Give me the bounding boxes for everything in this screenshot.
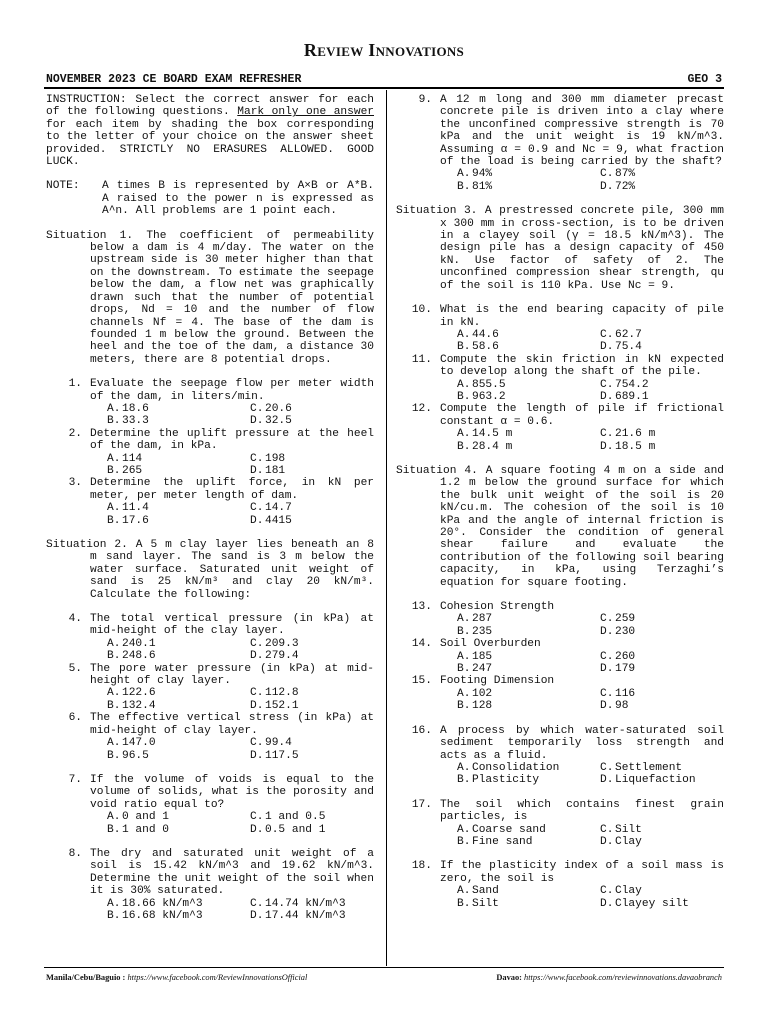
choices-3 xyxy=(46,502,374,527)
choice-a: A. 147.0 xyxy=(107,737,156,750)
choice-a: A. 114 xyxy=(107,452,143,465)
question-stem: Determine the uplift pressure at the heel of the dam, in kPa. xyxy=(90,427,374,453)
right-column xyxy=(396,94,724,910)
choice-b: B. 265 xyxy=(107,464,143,477)
question-number: 8. xyxy=(68,847,82,860)
choice-c: C. 209.3 xyxy=(250,637,299,650)
question-number: 7. xyxy=(68,773,82,786)
choice-c: C. Silt xyxy=(600,823,642,836)
situation-4: Situation 4. A square footing 4 m on a side and 1.2 m below the ground surface for which the bulk unit weight of the soil is 20 kN/cu.m. The cohesion of the soil is 10 kPa and the angle of internal friction is 20°. Consider the condition of general shear failure and evaluate the contribution of the following soil bearing capacity, in kPa, using Terzaghi’s equation for square footing. xyxy=(396,464,724,589)
question-number: 17. xyxy=(411,798,432,811)
choice-b: B. Silt xyxy=(457,897,499,910)
choice-a: A. 240.1 xyxy=(107,637,156,650)
choices-18 xyxy=(396,885,724,910)
choice-a: A. 11.4 xyxy=(107,502,149,515)
choice-b: B. 1 and 0 xyxy=(107,823,169,836)
question-6 xyxy=(46,712,374,737)
choice-d: D. 230 xyxy=(600,625,636,638)
choices-6 xyxy=(46,737,374,762)
question-number: 12. xyxy=(411,403,432,416)
choice-c: C. 1 and 0.5 xyxy=(250,811,326,824)
choices-1 xyxy=(46,403,374,428)
situation-1: Situation 1. The coefficient of permeability below a dam is 4 m/day. The water on the upstream side is 30 meter higher than that on the downstream. To estimate the seepage below the dam, a flow net was graphically drawn such that the number of potential drops, Nd = 10 and the number of flow channels Nf = 4. The base of the dam is founded 1 m below the ground. Between the heel and the toe of the dam, a distance 30 meters, there are 8 potential drops. xyxy=(46,229,374,366)
choice-b: B. 128 xyxy=(457,700,493,713)
choices-12 xyxy=(396,428,724,453)
choices-10 xyxy=(396,329,724,354)
choice-c: C. 99.4 xyxy=(250,737,292,750)
question-1 xyxy=(46,378,374,403)
choice-b: B. 247 xyxy=(457,663,493,676)
choice-a: A. 18.66 kN/m^3 xyxy=(107,897,203,910)
choice-a: A. 94% xyxy=(457,168,493,181)
footer-left-link[interactable]: https://www.facebook.com/ReviewInnovationsOfficial xyxy=(127,973,308,982)
choice-b: B. 235 xyxy=(457,625,493,638)
choices-11 xyxy=(396,379,724,404)
question-13 xyxy=(396,601,724,613)
question-number: 14. xyxy=(411,638,432,651)
document-title: Review Innovations xyxy=(303,40,465,60)
question-17 xyxy=(396,799,724,824)
choice-c: C. 198 xyxy=(250,452,286,465)
question-9 xyxy=(396,94,724,168)
choice-d: D. 179 xyxy=(600,663,636,676)
choice-c: C. 259 xyxy=(600,613,636,626)
choice-d: D. 4415 xyxy=(250,514,292,527)
question-stem: Determine the uplift force, in kN per meter, per meter length of dam. xyxy=(90,477,374,502)
question-number: 9. xyxy=(418,94,432,106)
question-stem: Compute the length of pile if frictional constant α = 0.6. xyxy=(440,403,724,428)
question-stem: If the plasticity index of a soil mass is zero, the soil is xyxy=(440,860,724,885)
choice-a: A. 14.5 m xyxy=(457,428,513,441)
question-stem: The dry and saturated unit weight of a soil is 15.42 kN/m^3 and 19.62 kN/m^3. Determine the unit weight of the soil when it is 30% saturated. xyxy=(90,847,374,898)
choice-d: D. 72% xyxy=(600,180,636,193)
choice-a: A. Sand xyxy=(457,885,499,898)
choice-d: D. 0.5 and 1 xyxy=(250,823,326,836)
choice-a: A. Consolidation xyxy=(457,761,560,774)
choices-4 xyxy=(46,638,374,663)
choice-d: D. 98 xyxy=(600,700,629,713)
choice-c: C. Settlement xyxy=(600,761,683,774)
choices-17 xyxy=(396,824,724,849)
question-stem: If the volume of voids is equal to the volume of solids, what is the porosity and void ratio equal to? xyxy=(90,773,374,811)
footer-right-label: Davao: xyxy=(496,973,522,982)
choice-d: D. 689.1 xyxy=(600,390,649,403)
choice-b: B. 963.2 xyxy=(457,390,506,403)
question-stem: The soil which contains finest grain particles, is xyxy=(440,798,724,824)
choices-7 xyxy=(46,811,374,836)
choice-b: B. 33.3 xyxy=(107,415,149,428)
choice-b: B. 58.6 xyxy=(457,341,499,354)
choice-d: D. 181 xyxy=(250,464,286,477)
instruction-emphasis: Mark only one answer xyxy=(237,106,374,119)
question-number: 11. xyxy=(411,353,432,366)
question-4 xyxy=(46,613,374,638)
choices-5 xyxy=(46,687,374,712)
choice-c: C. 21.6 m xyxy=(600,428,656,441)
footer-left-label: Manila/Cebu/Baguio : xyxy=(46,973,126,982)
choice-d: D. 32.5 xyxy=(250,415,292,428)
choice-c: C. 260 xyxy=(600,650,636,663)
choice-c: C. 754.2 xyxy=(600,378,649,391)
question-18 xyxy=(396,860,724,885)
choice-c: C. 20.6 xyxy=(250,402,292,415)
question-16 xyxy=(396,725,724,762)
choice-d: D. 17.44 kN/m^3 xyxy=(250,909,346,922)
choices-13 xyxy=(396,613,724,638)
question-stem: A process by which water-saturated soil sediment temporarily loss strength and acts as a fluid. xyxy=(440,724,724,762)
question-10 xyxy=(396,304,724,329)
footer-left xyxy=(46,973,307,982)
choice-a: A. Coarse sand xyxy=(457,823,546,836)
question-7 xyxy=(46,774,374,811)
footer-right xyxy=(496,973,722,982)
question-number: 5. xyxy=(68,662,82,675)
question-stem: What is the end bearing capacity of pile in kN. xyxy=(440,304,724,329)
question-number: 3. xyxy=(68,477,82,490)
choice-a: A. 185 xyxy=(457,650,493,663)
choice-b: B. 248.6 xyxy=(107,650,156,663)
choice-b: B. Plasticity xyxy=(457,774,540,787)
choice-d: D. 279.4 xyxy=(250,650,299,663)
note xyxy=(46,180,374,217)
choice-b: B. 96.5 xyxy=(107,749,149,762)
choice-c: C. 112.8 xyxy=(250,687,299,700)
question-11 xyxy=(396,354,724,379)
choice-b: B. 28.4 m xyxy=(457,440,513,453)
question-number: 13. xyxy=(411,601,432,614)
question-stem: Footing Dimension xyxy=(440,675,555,688)
question-15 xyxy=(396,675,724,687)
choice-a: A. 287 xyxy=(457,613,493,626)
question-stem: The pore water pressure (in kPa) at mid-height of clay layer. xyxy=(90,662,374,688)
choice-b: B. 17.6 xyxy=(107,514,149,527)
choice-a: A. 44.6 xyxy=(457,328,499,341)
question-stem: Compute the skin friction in kN expected to develop along the shaft of the pile. xyxy=(440,353,724,379)
question-number: 10. xyxy=(411,304,432,317)
question-14 xyxy=(396,638,724,650)
situation-2: Situation 2. A 5 m clay layer lies beneath an 8 m sand layer. The sand is 3 m below the water surface. Saturated unit weight of sand is 25 kN/m³ and clay 20 kN/m³. Calculate the following: xyxy=(46,539,374,601)
choice-d: D. Clay xyxy=(600,835,642,848)
question-2 xyxy=(46,428,374,453)
question-number: 16. xyxy=(411,724,432,737)
instruction-text-1: INSTRUCTION: Select the correct answer for each of the following questions. xyxy=(46,94,374,119)
question-stem: Soil Overburden xyxy=(440,638,541,651)
choice-d: D. 18.5 m xyxy=(600,440,656,453)
choice-b: B. 132.4 xyxy=(107,699,156,712)
instruction xyxy=(46,94,374,168)
question-number: 6. xyxy=(68,712,82,725)
exam-name: NOVEMBER 2023 CE BOARD EXAM REFRESHER xyxy=(46,73,302,86)
choices-14 xyxy=(396,651,724,676)
choice-a: A. 122.6 xyxy=(107,687,156,700)
header-rule xyxy=(44,87,724,89)
exam-code: GEO 3 xyxy=(687,73,722,86)
question-3 xyxy=(46,477,374,502)
question-stem: The effective vertical stress (in kPa) at mid-height of clay layer. xyxy=(90,712,374,737)
choice-d: D. 117.5 xyxy=(250,749,299,762)
question-stem: Evaluate the seepage flow per meter width of the dam, in liters/min. xyxy=(90,378,374,403)
question-8 xyxy=(46,848,374,898)
choice-c: C. 87% xyxy=(600,168,636,181)
choice-d: D. Liquefaction xyxy=(600,774,696,787)
choice-c: C. 62.7 xyxy=(600,328,642,341)
choice-c: C. 14.7 xyxy=(250,502,292,515)
choices-2 xyxy=(46,453,374,478)
footer-right-link[interactable]: https://www.facebook.com/reviewinnovations.davaobranch xyxy=(524,973,722,982)
question-number: 4. xyxy=(68,613,82,626)
choice-c: C. 14.74 kN/m^3 xyxy=(250,897,346,910)
question-12 xyxy=(396,403,724,428)
choice-d: D. 75.4 xyxy=(600,341,642,354)
note-label: NOTE: xyxy=(46,180,80,193)
choice-a: A. 0 and 1 xyxy=(107,811,169,824)
choice-b: B. 16.68 kN/m^3 xyxy=(107,909,203,922)
choices-8 xyxy=(46,898,374,923)
choices-16 xyxy=(396,762,724,787)
choice-c: C. Clay xyxy=(600,885,642,898)
choices-9 xyxy=(396,168,724,193)
choice-a: A. 18.6 xyxy=(107,402,149,415)
note-text: A times B is represented by A×B or A*B. A raised to the power n is expressed as A^n. All problems are 1 point each. xyxy=(102,180,374,218)
question-stem: Cohesion Strength xyxy=(440,601,555,614)
choice-b: B. Fine sand xyxy=(457,835,533,848)
choice-d: D. Clayey silt xyxy=(600,897,689,910)
instruction-text-2: for each item by shading the box corresponding to the letter of your choice on the answer sheet provided. STRICTLY NO ERASURES ALLOWED. GOOD LUCK. xyxy=(46,118,374,169)
question-number: 18. xyxy=(411,860,432,873)
question-number: 2. xyxy=(68,427,82,440)
question-number: 1. xyxy=(68,378,82,391)
question-stem: The total vertical pressure (in kPa) at mid-height of the clay layer. xyxy=(90,613,374,638)
choice-c: C. 116 xyxy=(600,687,636,700)
footer-rule xyxy=(44,967,724,968)
situation-3: Situation 3. A prestressed concrete pile, 300 mm x 300 mm in cross-section, is to be driven in a clayey soil (γ = 18.5 kN/m^3). The design pile has a design capacity of 450 kN. Use factor of safety of 2. The unconfined compression shear strength, qu of the soil is 110 kPa. Use Nc = 9. xyxy=(396,205,724,292)
left-column xyxy=(46,94,374,922)
choice-a: A. 855.5 xyxy=(457,378,506,391)
question-5 xyxy=(46,663,374,688)
choices-15 xyxy=(396,688,724,713)
choice-a: A. 102 xyxy=(457,687,493,700)
choice-b: B. 81% xyxy=(457,180,493,193)
question-number: 15. xyxy=(411,675,432,688)
choice-d: D. 152.1 xyxy=(250,699,299,712)
question-stem: A 12 m long and 300 mm diameter precast concrete pile is driven into a clay where the unconfined compressive strength is 70 kPa and the unit weight is 19 kN/m^3. Assuming α = 0.9 and Nc = 9, what fraction of the load is being carried by the shaft? xyxy=(440,94,724,169)
